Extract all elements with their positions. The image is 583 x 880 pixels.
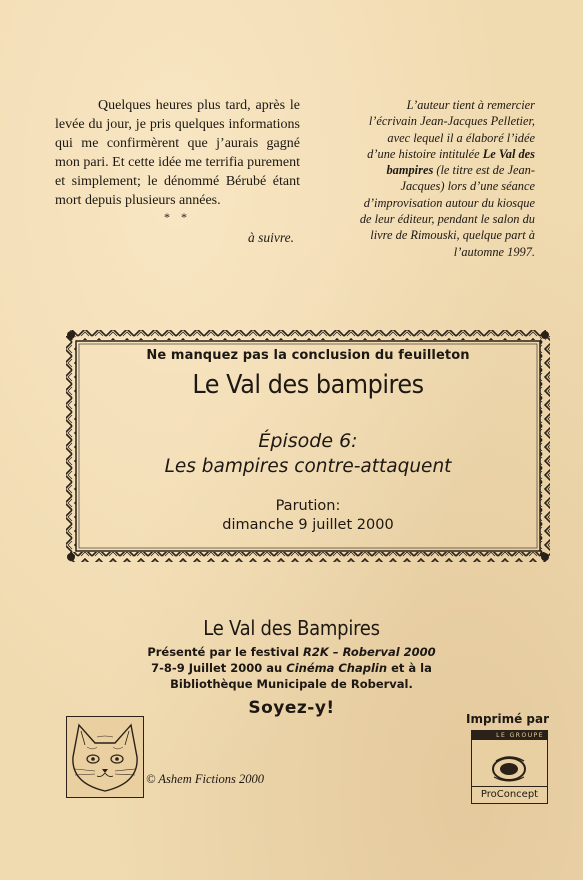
announcement-frame: [64, 328, 552, 564]
promo-line-library: Bibliothèque Municipale de Roberval.: [170, 677, 413, 691]
episode-title: Les bampires contre-attaquent: [164, 456, 452, 477]
episode-label: Épisode 6:: [258, 430, 358, 452]
promo-line2-prefix: 7-8-9 Juillet 2000 au: [151, 661, 287, 675]
series-title: Le Val des bampires: [192, 370, 424, 400]
story-column: [55, 96, 300, 247]
festival-promo: [0, 616, 583, 718]
printer-name: ProConcept: [472, 786, 547, 800]
cat-drawing-icon: [67, 717, 143, 797]
acknowledgement-text-after: (le titre est de Jean-Jacques) lors d’une séance d’improvisation autour du kiosque de leur éditeur, pendant le salon du livre de Rimouski, quelque part à l’automne 1997.: [359, 163, 535, 259]
promo-line2-suffix: et à la: [387, 661, 432, 675]
announcement-heading: Ne manquez pas la conclusion du feuilleton: [146, 348, 470, 363]
cat-illustration: [66, 716, 144, 798]
acknowledgement-column: [357, 97, 535, 260]
acknowledgement-text-before: L’auteur tient à remercier l’écrivain Jean-Jacques Pelletier, avec lequel il a élaboré l’idée d’une histoire intitulée: [367, 98, 535, 161]
release-date: dimanche 9 juillet 2000: [222, 517, 394, 533]
copyright-notice: © Ashem Fictions 2000: [146, 772, 264, 786]
venue-name: Cinéma Chaplin: [286, 661, 388, 675]
printed-by-label: Imprimé par: [466, 712, 550, 726]
printer-group-label: LE GROUPE: [472, 731, 547, 740]
release-label: Parution:: [275, 498, 341, 514]
acknowledgement-title: Le Val des bampires: [386, 146, 535, 178]
call-to-action: Soyez-y!: [248, 698, 335, 718]
story-paragraph: Quelques heures plus tard, après le levée du jour, je pris quelques informations qui me confirmèrent que j’aurais gagné mon pari. Et cette idée me terrifia purement et simplement; le dénommé Bérubé étant mort depuis plusieurs années.: [55, 98, 300, 208]
promo-line-festival: [0, 644, 583, 660]
printer-logo: [471, 730, 548, 804]
promo-line-dates: [0, 660, 583, 676]
promo-line1-prefix: Présenté par le festival: [147, 645, 304, 659]
section-stars: * *: [164, 210, 191, 224]
promo-title: Le Val des Bampires: [203, 616, 380, 640]
to-be-continued: à suivre.: [248, 230, 294, 245]
festival-name: R2K – Roberval 2000: [303, 645, 436, 659]
